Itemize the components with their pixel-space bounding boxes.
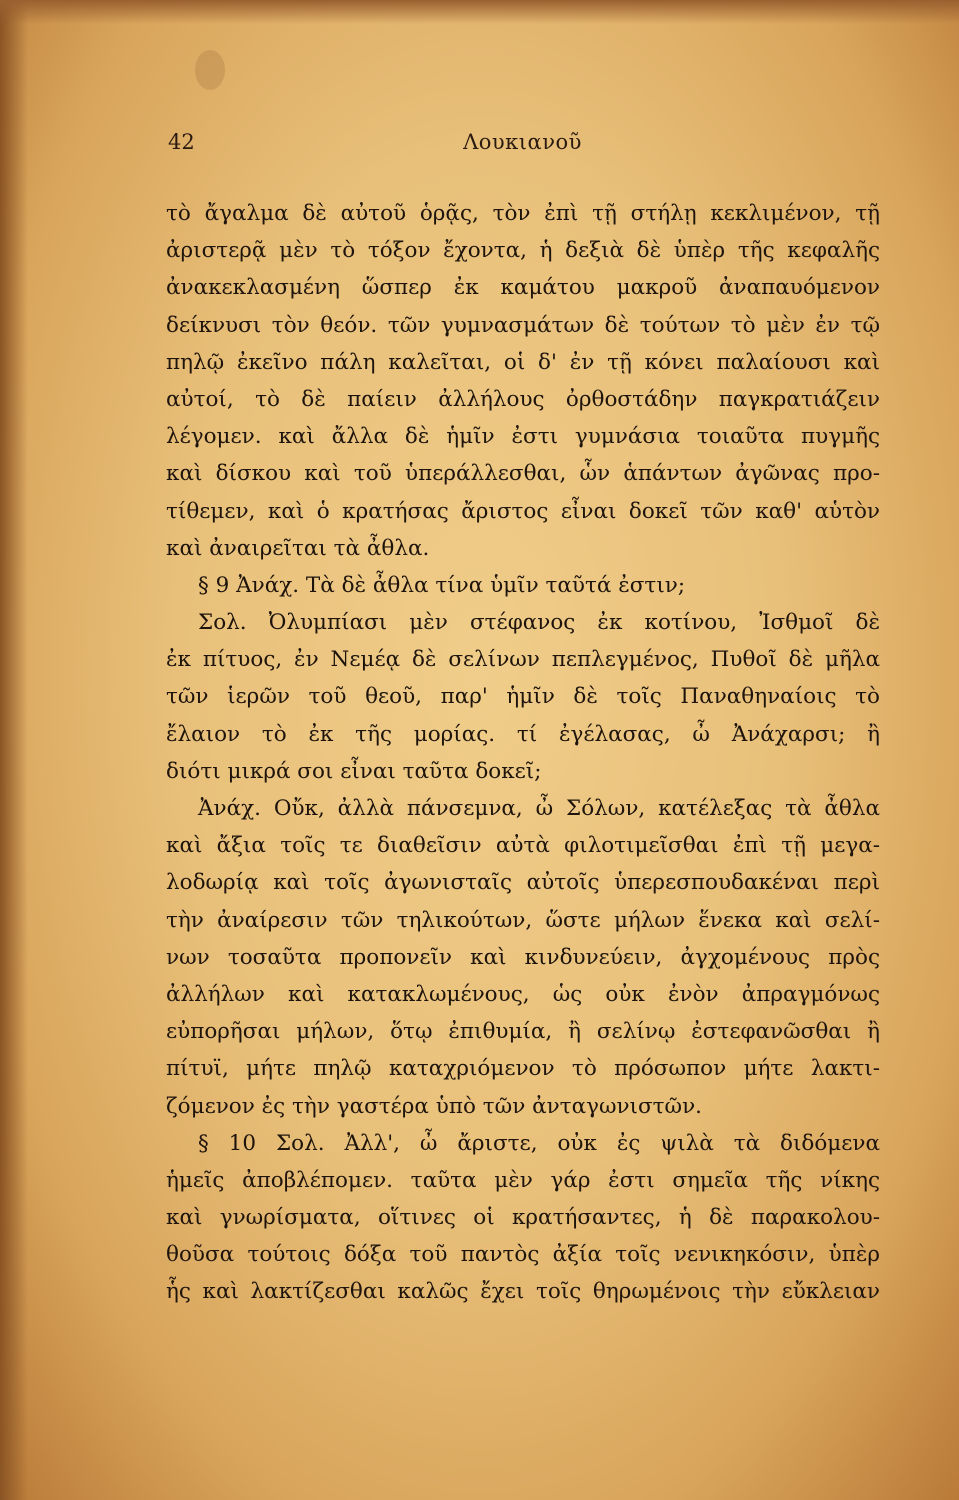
- text-line: εὐπορῆσαι μήλων, ὅτῳ ἐπιθυμία, ἢ σελίνῳ ἐστεφανῶσθαι ἢ: [166, 1019, 880, 1045]
- text-line: καὶ ἄξια τοῖς τε διαθεῖσιν αὐτὰ φιλοτιμεῖσθαι ἐπὶ τῇ μεγα-: [166, 833, 880, 859]
- section-heading-line: § 9 Ἀνάχ. Τὰ δὲ ἆθλα τίνα ὑμῖν ταῦτά ἐστιν;: [198, 572, 686, 598]
- text-line: καὶ ἀναιρεῖται τὰ ἆθλα.: [166, 535, 430, 561]
- text-line: ἐκ πίτυος, ἐν Νεμέᾳ δὲ σελίνων πεπλεγμένος, Πυθοῖ δὲ μῆλα: [166, 647, 880, 673]
- text-line: λοδωρίᾳ καὶ τοῖς ἀγωνισταῖς αὐτοῖς ὑπερεσπουδακέναι περὶ: [166, 870, 880, 896]
- text-line: πηλῷ ἐκεῖνο πάλη καλεῖται, οἱ δ' ἐν τῇ κόνει παλαίουσι καὶ: [166, 349, 880, 375]
- text-line: ἀλλήλων καὶ κατακλωμένους, ὡς οὐκ ἐνὸν ἀπραγμόνως: [166, 981, 880, 1007]
- text-line: τῶν ἱερῶν τοῦ θεοῦ, παρ' ἡμῖν δὲ τοῖς Παναθηναίοις τὸ: [166, 684, 880, 710]
- text-line: δείκνυσι τὸν θεόν. τῶν γυμνασμάτων δὲ τούτων τὸ μὲν ἐν τῷ: [166, 312, 880, 338]
- paper-stain: [195, 50, 225, 90]
- text-line: νων τοσαῦτα προπονεῖν καὶ κινδυνεύειν, ἀγχομένους πρὸς: [166, 944, 880, 970]
- text-line: τὸ ἄγαλμα δὲ αὐτοῦ ὁρᾷς, τὸν ἐπὶ τῇ στήλῃ κεκλιμένον, τῇ: [166, 201, 880, 226]
- section-heading-line: § 10 Σολ. Ἀλλ', ὦ ἄριστε, οὐκ ἐς ψιλὰ τὰ διδόμενα: [198, 1130, 880, 1156]
- text-line: διότι μικρά σοι εἶναι ταῦτα δοκεῖ;: [166, 758, 542, 784]
- text-line: καὶ δίσκου καὶ τοῦ ὑπεράλλεσθαι, ὧν ἁπάντων ἀγῶνας προ-: [166, 461, 880, 487]
- page-header: [168, 130, 877, 160]
- speaker-line: Σολ. Ὀλυμπίασι μὲν στέφανος ἐκ κοτίνου, Ἰσθμοῖ δὲ: [198, 610, 880, 636]
- page-edge-shadow-left: [0, 0, 28, 1500]
- text-line: λέγομεν. καὶ ἄλλα δὲ ἡμῖν ἐστι γυμνάσια τοιαῦτα πυγμῆς: [166, 424, 880, 450]
- text-line: ἀριστερᾷ μὲν τὸ τόξον ἔχοντα, ἡ δεξιὰ δὲ ὑπὲρ τῆς κεφαλῆς: [166, 238, 880, 264]
- text-line: ἧς καὶ λακτίζεσθαι καλῶς ἔχει τοῖς θηρωμένοις τὴν εὔκλειαν: [166, 1279, 880, 1305]
- text-line: θοῦσα τούτοις δόξα τοῦ παντὸς ἀξία τοῖς νενικηκόσιν, ὑπὲρ: [166, 1242, 880, 1268]
- text-line: τίθεμεν, καὶ ὁ κρατήσας ἄριστος εἶναι δοκεῖ τῶν καθ' αὑτὸν: [166, 498, 880, 524]
- page-edge-shadow-top: [0, 0, 959, 24]
- page-number: 42: [168, 130, 195, 154]
- speaker-line: Ἀνάχ. Οὔκ, ἀλλὰ πάνσεμνα, ὦ Σόλων, κατέλεξας τὰ ἆθλα: [198, 796, 880, 821]
- text-line: ζόμενον ἐς τὴν γαστέρα ὑπὸ τῶν ἀνταγωνιστῶν.: [166, 1093, 702, 1119]
- text-line: τὴν ἀναίρεσιν τῶν τηλικούτων, ὥστε μήλων ἕνεκα καὶ σελί-: [166, 907, 880, 933]
- body-text: [166, 195, 880, 1311]
- text-line: ἀνακεκλασμένη ὥσπερ ἐκ καμάτου μακροῦ ἀναπαυόμενον: [166, 275, 880, 301]
- text-line: καὶ γνωρίσματα, οἵτινες οἱ κρατήσαντες, ἡ δὲ παρακολου-: [166, 1205, 880, 1231]
- running-title: Λουκιανοῦ: [463, 130, 582, 154]
- text-line: ἔλαιον τὸ ἐκ τῆς μορίας. τί ἐγέλασας, ὦ Ἀνάχαρσι; ἢ: [166, 721, 880, 747]
- text-line: πίτυϊ, μήτε πηλῷ καταχριόμενον τὸ πρόσωπον μήτε λακτι-: [166, 1056, 880, 1082]
- text-line: αὐτοί, τὸ δὲ παίειν ἀλλήλους ὀρθοστάδην παγκρατιάζειν: [166, 386, 880, 412]
- text-line: ἡμεῖς ἀποβλέπομεν. ταῦτα μὲν γάρ ἐστι σημεῖα τῆς νίκης: [166, 1167, 880, 1193]
